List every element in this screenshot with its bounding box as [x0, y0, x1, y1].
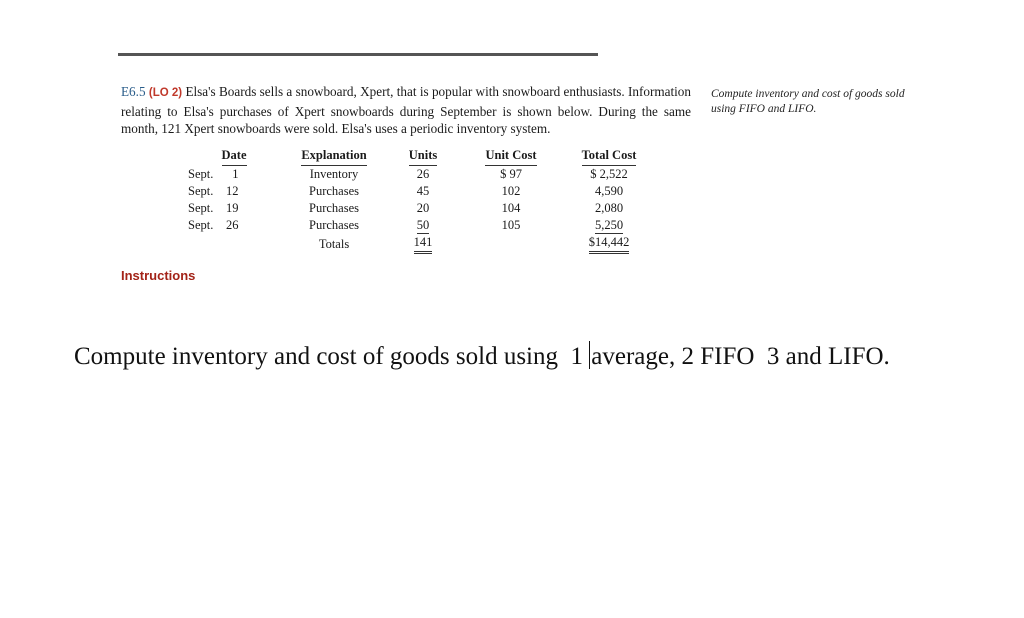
totals-row [184, 234, 654, 254]
totals-total-cost: $14,442 [564, 234, 654, 254]
cell-units: 50 [388, 217, 458, 235]
cell-total-cost: 5,250 [564, 217, 654, 235]
problem-statement [121, 83, 691, 138]
totals-label: Totals [318, 236, 350, 251]
cell-total-cost: 2,080 [594, 200, 624, 215]
question-text-after-caret: average, 2 FIFO 3 and LIFO. [591, 343, 890, 370]
margin-note: Compute inventory and cost of goods sold using FIFO and LIFO. [711, 88, 905, 115]
table-row [184, 200, 654, 217]
cell-date: Sept. 1 [188, 166, 239, 181]
question-text-before-caret: Compute inventory and cost of goods sold using 1 [74, 343, 590, 370]
col-header-unit-cost: Unit Cost [458, 147, 564, 166]
cell-explanation: Inventory [309, 166, 359, 181]
cell-total-cost: $ 2,522 [590, 166, 628, 181]
cell-units: 45 [416, 183, 430, 198]
cell-unit-cost: 104 [501, 200, 521, 215]
table-row [184, 217, 654, 235]
cell-explanation: Purchases [309, 183, 359, 198]
instructions-heading: Instructions [121, 268, 196, 283]
cutoff-text-remnant [118, 53, 598, 56]
totals-units: 141 [388, 234, 458, 254]
col-header-units: Units [388, 147, 458, 166]
problem-text: Elsa's Boards sells a snowboard, Xpert, that is popular with snowboard enthusiasts. Information relating to Elsa's purchases of Xpert snowboards during September is shown below. During the same month, 121 Xpert snowboards were sold. Elsa's uses a periodic inventory system. [121, 84, 691, 136]
col-header-total-cost: Total Cost [564, 147, 654, 166]
cutoff-previous-text [118, 50, 598, 58]
question-text[interactable] [74, 340, 914, 374]
cell-units: 20 [416, 200, 430, 215]
col-header-explanation: Explanation [280, 147, 388, 166]
cell-unit-cost: $ 97 [500, 166, 522, 181]
table-row [184, 183, 654, 200]
cell-explanation: Purchases [309, 218, 359, 232]
cell-total-cost: 4,590 [594, 183, 624, 198]
table-header-row [184, 147, 654, 166]
cell-date: Sept. 26 [188, 218, 239, 232]
cell-unit-cost: 102 [501, 183, 521, 198]
col-header-date: Date [184, 147, 280, 166]
learning-objective-tag: (LO 2) [148, 87, 183, 99]
cell-explanation: Purchases [309, 200, 359, 215]
cell-units: 26 [416, 166, 430, 181]
cell-date: Sept. 12 [188, 183, 239, 198]
purchases-table [184, 147, 654, 254]
cell-unit-cost: 105 [501, 218, 521, 232]
cell-date: Sept. 19 [188, 200, 239, 215]
problem-number: E6.5 [121, 84, 146, 99]
table-row [184, 166, 654, 183]
